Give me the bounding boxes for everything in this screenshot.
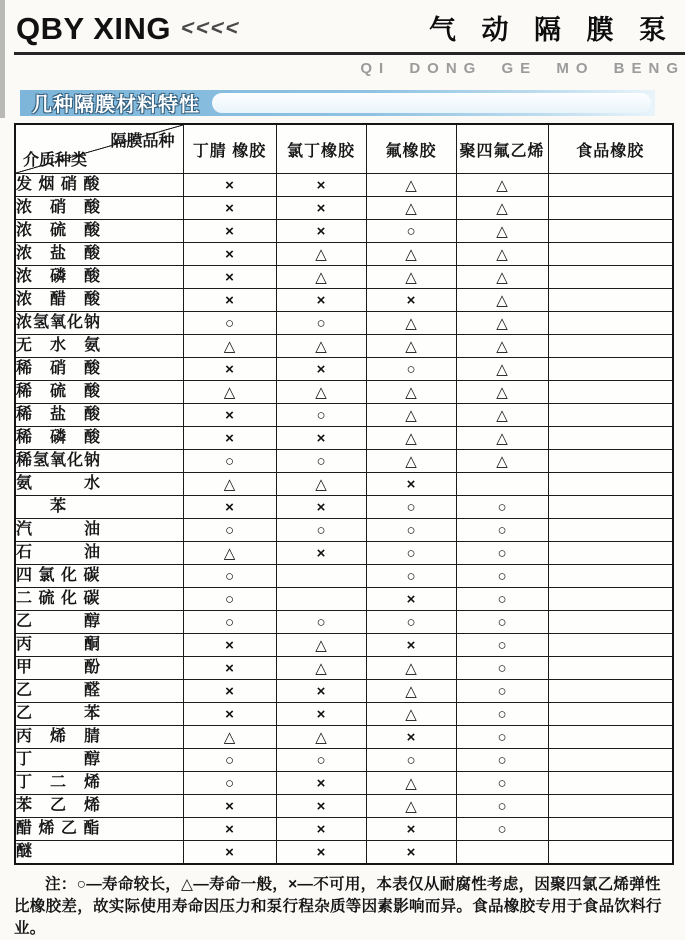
rating-cell: ○ bbox=[276, 450, 366, 473]
media-label-cell: 丙 酮 bbox=[15, 634, 183, 657]
media-label-cell: 苯 bbox=[15, 496, 183, 519]
rating-cell: △ bbox=[366, 427, 456, 450]
rating-cell: △ bbox=[456, 404, 548, 427]
media-label-cell: 浓 磷 酸 bbox=[15, 266, 183, 289]
rating-cell: ○ bbox=[366, 565, 456, 588]
table-row bbox=[15, 588, 673, 611]
rating-cell: △ bbox=[366, 197, 456, 220]
rating-cell: ○ bbox=[183, 450, 276, 473]
rating-cell bbox=[548, 680, 673, 703]
rating-cell: △ bbox=[366, 404, 456, 427]
rating-cell: ○ bbox=[456, 565, 548, 588]
media-label-cell: 稀 硝 酸 bbox=[15, 358, 183, 381]
brand-row bbox=[0, 8, 685, 47]
rating-cell: △ bbox=[366, 795, 456, 818]
table-row bbox=[15, 243, 673, 266]
rating-cell bbox=[548, 496, 673, 519]
rating-cell: × bbox=[366, 818, 456, 841]
media-label-cell: 二 硫 化 碳 bbox=[15, 588, 183, 611]
rating-cell: △ bbox=[456, 312, 548, 335]
rating-cell: △ bbox=[366, 243, 456, 266]
rating-cell: △ bbox=[366, 312, 456, 335]
rating-cell: △ bbox=[366, 657, 456, 680]
product-title: 气 动 隔 膜 泵 bbox=[428, 15, 675, 45]
table-row bbox=[15, 174, 673, 197]
media-label-cell: 稀氢氧化钠 bbox=[15, 450, 183, 473]
rating-cell: × bbox=[276, 496, 366, 519]
rating-cell: ○ bbox=[183, 588, 276, 611]
note-paragraph: 注：○—寿命较长，△—寿命一般，×—不可用，本表仅从耐腐性考虑，因聚四氯乙烯弹性比橡胶差，故实际使用寿命因压力和泵行程杂质等因素影响而异。食品橡胶专用于食品饮料行业。 bbox=[14, 876, 662, 937]
table-body bbox=[15, 174, 673, 865]
table-row bbox=[15, 473, 673, 496]
rating-cell: × bbox=[183, 404, 276, 427]
materials-compatibility-table bbox=[14, 123, 674, 865]
rating-cell: △ bbox=[276, 473, 366, 496]
rating-cell bbox=[548, 358, 673, 381]
section-banner-title: 几种隔膜材料特性 bbox=[32, 93, 200, 116]
rating-cell: ○ bbox=[276, 312, 366, 335]
rating-cell: × bbox=[366, 726, 456, 749]
rating-cell: ○ bbox=[183, 519, 276, 542]
rating-cell: ○ bbox=[456, 680, 548, 703]
rating-cell: × bbox=[276, 795, 366, 818]
table-row bbox=[15, 358, 673, 381]
corner-cell bbox=[15, 124, 183, 174]
rating-cell: ○ bbox=[366, 542, 456, 565]
rating-cell bbox=[456, 473, 548, 496]
rating-cell bbox=[276, 565, 366, 588]
rating-cell: △ bbox=[366, 680, 456, 703]
rating-cell bbox=[548, 404, 673, 427]
table-row bbox=[15, 312, 673, 335]
rating-cell bbox=[548, 657, 673, 680]
rating-cell: ○ bbox=[456, 772, 548, 795]
rating-cell bbox=[548, 197, 673, 220]
media-label-cell: 稀 磷 酸 bbox=[15, 427, 183, 450]
rating-cell: ○ bbox=[366, 358, 456, 381]
rating-cell: △ bbox=[276, 381, 366, 404]
rating-cell: ○ bbox=[456, 657, 548, 680]
rating-cell: × bbox=[276, 427, 366, 450]
rating-cell: △ bbox=[276, 726, 366, 749]
rating-cell bbox=[548, 450, 673, 473]
media-label-cell: 稀 硫 酸 bbox=[15, 381, 183, 404]
rating-cell bbox=[548, 772, 673, 795]
media-label-cell: 氨 水 bbox=[15, 473, 183, 496]
rating-cell: ○ bbox=[276, 404, 366, 427]
media-label-cell: 浓氢氧化钠 bbox=[15, 312, 183, 335]
media-label-cell: 乙 醛 bbox=[15, 680, 183, 703]
rating-cell: × bbox=[276, 220, 366, 243]
rating-cell: × bbox=[183, 243, 276, 266]
table-row bbox=[15, 749, 673, 772]
rating-cell: ○ bbox=[456, 611, 548, 634]
rating-cell bbox=[548, 565, 673, 588]
media-label-cell: 甲 酚 bbox=[15, 657, 183, 680]
rating-cell bbox=[548, 174, 673, 197]
rating-cell: × bbox=[366, 473, 456, 496]
table-row bbox=[15, 680, 673, 703]
media-label-cell: 稀 盐 酸 bbox=[15, 404, 183, 427]
rating-cell bbox=[548, 335, 673, 358]
rating-cell: ○ bbox=[366, 519, 456, 542]
media-label-cell: 丙 烯 腈 bbox=[15, 726, 183, 749]
rating-cell: ○ bbox=[366, 496, 456, 519]
rating-cell: △ bbox=[456, 450, 548, 473]
table-row bbox=[15, 519, 673, 542]
rating-cell: △ bbox=[183, 726, 276, 749]
left-chevrons-icon: <<<< bbox=[178, 15, 244, 40]
media-label-cell: 乙 醇 bbox=[15, 611, 183, 634]
rating-cell: △ bbox=[183, 542, 276, 565]
rating-cell: × bbox=[183, 174, 276, 197]
table-row bbox=[15, 841, 673, 865]
rating-cell: ○ bbox=[366, 611, 456, 634]
rating-cell bbox=[548, 703, 673, 726]
rating-cell bbox=[548, 427, 673, 450]
table-row bbox=[15, 542, 673, 565]
rating-cell: × bbox=[276, 197, 366, 220]
rating-cell bbox=[548, 266, 673, 289]
rating-cell: △ bbox=[183, 335, 276, 358]
table-row bbox=[15, 289, 673, 312]
media-label-cell: 石 油 bbox=[15, 542, 183, 565]
section-banner bbox=[20, 90, 655, 116]
rating-cell: △ bbox=[276, 657, 366, 680]
rating-cell: ○ bbox=[456, 588, 548, 611]
rating-cell bbox=[548, 818, 673, 841]
rating-cell: × bbox=[183, 427, 276, 450]
table-row bbox=[15, 795, 673, 818]
rating-cell: × bbox=[276, 818, 366, 841]
rating-cell bbox=[548, 243, 673, 266]
rating-cell: △ bbox=[276, 266, 366, 289]
media-label-cell: 丁 醇 bbox=[15, 749, 183, 772]
rating-cell: △ bbox=[456, 289, 548, 312]
rating-cell: △ bbox=[276, 634, 366, 657]
rating-cell bbox=[548, 634, 673, 657]
media-label-cell: 丁 二 烯 bbox=[15, 772, 183, 795]
rating-cell: ○ bbox=[456, 703, 548, 726]
rating-cell: × bbox=[276, 289, 366, 312]
rating-cell: × bbox=[183, 496, 276, 519]
rating-cell: △ bbox=[366, 703, 456, 726]
rating-cell: △ bbox=[366, 335, 456, 358]
media-label-cell: 乙 苯 bbox=[15, 703, 183, 726]
table-row bbox=[15, 450, 673, 473]
rating-cell: × bbox=[183, 657, 276, 680]
corner-label-membrane-type: 隔膜品种 bbox=[110, 133, 175, 150]
rating-cell: × bbox=[183, 197, 276, 220]
rating-cell bbox=[548, 289, 673, 312]
rating-cell: △ bbox=[276, 335, 366, 358]
media-label-cell: 无 水 氨 bbox=[15, 335, 183, 358]
rating-cell: △ bbox=[456, 174, 548, 197]
rating-cell: ○ bbox=[456, 519, 548, 542]
table-row bbox=[15, 197, 673, 220]
rating-cell: × bbox=[366, 841, 456, 865]
rating-cell bbox=[548, 795, 673, 818]
table-row bbox=[15, 381, 673, 404]
rating-cell: △ bbox=[456, 381, 548, 404]
rating-cell: × bbox=[366, 634, 456, 657]
rating-cell: × bbox=[183, 703, 276, 726]
table-row bbox=[15, 611, 673, 634]
table-row bbox=[15, 772, 673, 795]
rating-cell bbox=[548, 220, 673, 243]
rating-cell: × bbox=[183, 680, 276, 703]
media-label-cell: 苯 乙 烯 bbox=[15, 795, 183, 818]
rating-cell: ○ bbox=[183, 772, 276, 795]
rating-cell: △ bbox=[456, 427, 548, 450]
rating-cell: ○ bbox=[183, 565, 276, 588]
rating-cell bbox=[456, 841, 548, 865]
column-header: 聚四氟乙烯 bbox=[456, 124, 548, 174]
media-label-cell: 浓 盐 酸 bbox=[15, 243, 183, 266]
rating-cell bbox=[548, 381, 673, 404]
media-label-cell: 醚 bbox=[15, 841, 183, 865]
media-label-cell: 醋 烯 乙 酯 bbox=[15, 818, 183, 841]
rating-cell: × bbox=[276, 542, 366, 565]
rating-cell: × bbox=[276, 680, 366, 703]
rating-cell: △ bbox=[456, 197, 548, 220]
rating-cell bbox=[548, 841, 673, 865]
rating-cell: △ bbox=[366, 174, 456, 197]
rating-cell bbox=[548, 312, 673, 335]
rating-cell: × bbox=[183, 634, 276, 657]
brand-text: QBY XING bbox=[16, 11, 172, 46]
table-row bbox=[15, 657, 673, 680]
rating-cell bbox=[548, 749, 673, 772]
table-row bbox=[15, 565, 673, 588]
rating-cell: ○ bbox=[183, 611, 276, 634]
rating-cell: ○ bbox=[456, 749, 548, 772]
media-label-cell: 浓 硝 酸 bbox=[15, 197, 183, 220]
rating-cell: ○ bbox=[456, 496, 548, 519]
media-label-cell: 汽 油 bbox=[15, 519, 183, 542]
banner-capsule-decoration bbox=[212, 93, 651, 113]
rating-cell: ○ bbox=[366, 749, 456, 772]
rating-cell: ○ bbox=[456, 795, 548, 818]
rating-cell: × bbox=[183, 289, 276, 312]
column-header: 氟橡胶 bbox=[366, 124, 456, 174]
rating-cell: ○ bbox=[366, 220, 456, 243]
rating-cell bbox=[548, 611, 673, 634]
brand-group bbox=[16, 11, 244, 47]
rating-cell: △ bbox=[456, 358, 548, 381]
rating-cell: × bbox=[276, 772, 366, 795]
table-header-row bbox=[15, 124, 673, 174]
corner-label-media-type: 介质种类 bbox=[23, 152, 88, 169]
rating-cell: △ bbox=[456, 266, 548, 289]
header-rule bbox=[14, 52, 685, 55]
column-header: 食品橡胶 bbox=[548, 124, 673, 174]
rating-cell: △ bbox=[456, 335, 548, 358]
column-header: 氯丁橡胶 bbox=[276, 124, 366, 174]
rating-cell: △ bbox=[366, 381, 456, 404]
rating-cell: ○ bbox=[456, 634, 548, 657]
rating-cell: × bbox=[366, 289, 456, 312]
table-row bbox=[15, 266, 673, 289]
pinyin-subtitle: QI DONG GE MO BENG bbox=[360, 60, 685, 77]
media-label-cell: 四 氯 化 碳 bbox=[15, 565, 183, 588]
rating-cell: ○ bbox=[456, 542, 548, 565]
rating-cell: × bbox=[183, 220, 276, 243]
rating-cell: × bbox=[183, 818, 276, 841]
table-row bbox=[15, 634, 673, 657]
rating-cell: × bbox=[366, 588, 456, 611]
rating-cell: △ bbox=[456, 243, 548, 266]
rating-cell: △ bbox=[183, 473, 276, 496]
rating-cell: × bbox=[276, 841, 366, 865]
rating-cell: △ bbox=[276, 243, 366, 266]
table-row bbox=[15, 404, 673, 427]
rating-cell: ○ bbox=[183, 749, 276, 772]
table-row bbox=[15, 335, 673, 358]
rating-cell: △ bbox=[183, 381, 276, 404]
table-row bbox=[15, 818, 673, 841]
rating-cell: ○ bbox=[456, 818, 548, 841]
rating-cell bbox=[548, 726, 673, 749]
rating-cell: ○ bbox=[456, 726, 548, 749]
page-header bbox=[0, 0, 685, 77]
rating-cell: × bbox=[183, 795, 276, 818]
media-label-cell: 浓 醋 酸 bbox=[15, 289, 183, 312]
table-row bbox=[15, 427, 673, 450]
rating-cell: × bbox=[183, 358, 276, 381]
rating-cell bbox=[548, 473, 673, 496]
rating-cell: × bbox=[276, 174, 366, 197]
rating-cell bbox=[548, 542, 673, 565]
table-row bbox=[15, 496, 673, 519]
rating-cell: ○ bbox=[276, 519, 366, 542]
rating-cell: × bbox=[276, 358, 366, 381]
rating-cell: △ bbox=[456, 220, 548, 243]
media-label-cell: 浓 硫 酸 bbox=[15, 220, 183, 243]
rating-cell: × bbox=[183, 841, 276, 865]
rating-cell bbox=[276, 588, 366, 611]
rating-cell bbox=[548, 588, 673, 611]
rating-cell: ○ bbox=[183, 312, 276, 335]
rating-cell: ○ bbox=[276, 611, 366, 634]
rating-cell: △ bbox=[366, 450, 456, 473]
rating-cell: △ bbox=[366, 266, 456, 289]
rating-cell: ○ bbox=[276, 749, 366, 772]
table-row bbox=[15, 220, 673, 243]
rating-cell: △ bbox=[366, 772, 456, 795]
media-label-cell: 发 烟 硝 酸 bbox=[15, 174, 183, 197]
column-header: 丁腈 橡胶 bbox=[183, 124, 276, 174]
scan-edge-artifact bbox=[0, 0, 5, 118]
rating-cell: × bbox=[183, 266, 276, 289]
table-row bbox=[15, 726, 673, 749]
rating-cell: × bbox=[276, 703, 366, 726]
table-row bbox=[15, 703, 673, 726]
rating-cell bbox=[548, 519, 673, 542]
